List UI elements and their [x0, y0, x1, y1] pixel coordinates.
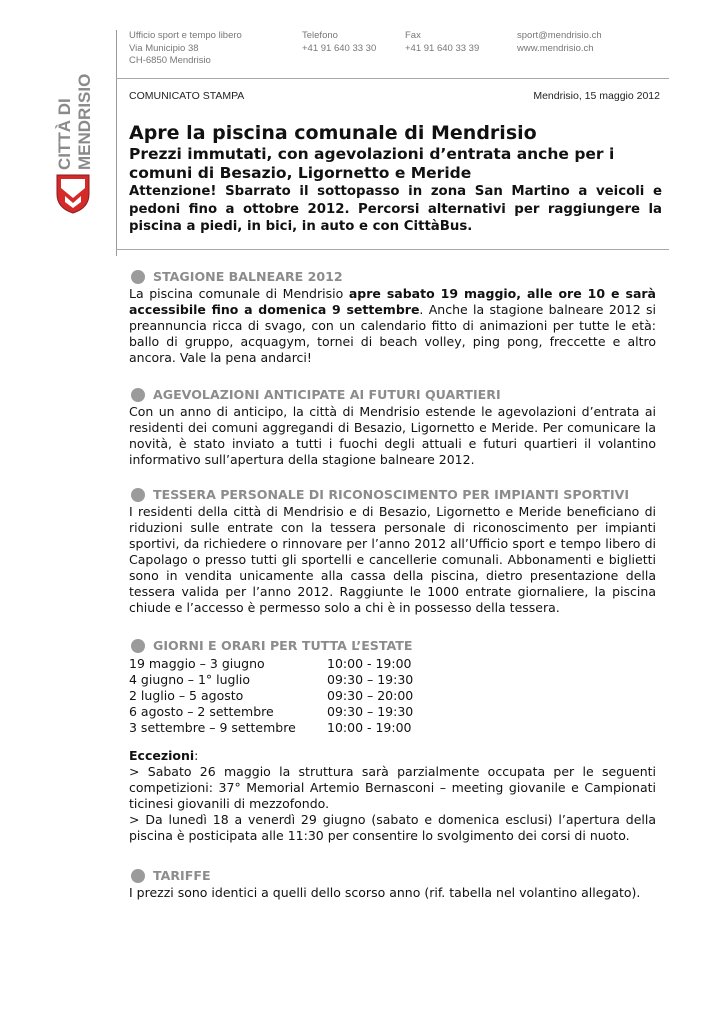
logo-line2: MENDRISIO [75, 73, 94, 170]
press-date: Mendrisio, 15 maggio 2012 [533, 90, 660, 102]
section-body: I residenti della città di Mendrisio e di Besazio, Ligornetto e Meride beneficiano di riduzioni sulle entrate con la tessera personale di riconoscimento per impianti sportivi, da richiedere o rinnovare per l’anno 2012 all’Ufficio sport e tempo libero di Capolago o presso tutti gli sportelli e cancellerie comunali. Abbonamenti e biglietti sono in vendita unicamente alla cassa della piscina, dietro presentazione della tessera valida per l’anno 2012. Raggiunte le 1000 entrate giornaliere, la piscina chiude e l’accesso è permesso solo a chi è in possesso della tessera. [129, 504, 656, 615]
time: 10:00 - 19:00 [327, 656, 412, 671]
city-logo [52, 66, 96, 216]
contact-block [517, 30, 602, 55]
period: 6 agosto – 2 settembre [129, 704, 274, 719]
coat-of-arms-icon [56, 174, 90, 214]
bullet-icon [131, 488, 145, 502]
headline-block [129, 122, 662, 236]
time: 09:30 – 20:00 [327, 688, 414, 703]
header-rule [116, 78, 669, 79]
exceptions-title: Eccezioni [129, 748, 195, 763]
office-address [129, 30, 242, 68]
section-title-text: STAGIONE BALNEARE 2012 [153, 269, 343, 284]
section-body: Con un anno di anticipo, la città di Mendrisio estende le agevolazioni d’entrata ai residenti dei comuni aggregandi di Besazio, Ligornetto e Meride. Per comunicare la novità, è stato inviato a tutti i fuochi degli attuali e futuri quartieri il volantino informativo sull’apertura della stagione balneare 2012. [129, 404, 656, 467]
phone-block [302, 30, 376, 55]
exceptions-heading [129, 748, 656, 764]
bullet-icon [131, 869, 145, 883]
section-agevolazioni [129, 386, 656, 468]
office-city: CH-6850 Mendrisio [129, 55, 211, 66]
period: 19 maggio – 3 giugno [129, 656, 265, 671]
section-tessera [129, 486, 656, 616]
section-title-text: AGEVOLAZIONI ANTICIPATE AI FUTURI QUARTIERI [153, 387, 501, 402]
section-title-text: TARIFFE [153, 868, 211, 883]
time: 09:30 – 19:30 [327, 672, 414, 687]
section-body: I prezzi sono identici a quelli dello scorso anno (rif. tabella nel volantino allegato). [129, 885, 641, 900]
section-body [129, 286, 656, 366]
email-link[interactable]: sport@mendrisio.ch [517, 30, 602, 41]
exception-item: > Da lunedì 18 a venerdì 29 giugno (sabato e domenica esclusi) l’apertura della piscina è posticipata alle 11:30 per consentire lo svolgimento dei corsi di nuoto. [129, 812, 656, 843]
page-subtitle: Prezzi immutati, con agevolazioni d’entrata anche per i comuni di Besazio, Ligornetto e Meride [129, 145, 615, 182]
fax-block [405, 30, 479, 55]
logo-wordmark [52, 66, 92, 170]
page-title: Apre la piscina comunale di Mendrisio [129, 122, 537, 144]
section-title-text: TESSERA PERSONALE DI RICONOSCIMENTO PER IMPIANTI SPORTIVI [153, 487, 630, 502]
section-title [129, 486, 656, 504]
phone-label: Telefono [302, 30, 338, 41]
time: 09:30 – 19:30 [327, 704, 414, 719]
hours-row [129, 720, 656, 736]
fax-number: +41 91 640 33 39 [405, 42, 480, 54]
phone-number: +41 91 640 33 30 [302, 42, 377, 54]
period: 4 giugno – 1° luglio [129, 672, 251, 687]
period: 2 luglio – 5 agosto [129, 688, 244, 703]
vertical-divider [116, 30, 117, 256]
hours-row [129, 688, 656, 704]
bullet-icon [131, 388, 145, 402]
section-title [129, 637, 656, 655]
section-title-text: GIORNI E ORARI PER TUTTA L’ESTATE [153, 638, 413, 653]
exception-item: > Sabato 26 maggio la struttura sarà parzialmente occupata per le seguenti competizioni: 37° Memorial Artemio Bernasconi – meeting giovanile e Campionati ticinesi giovanili di mezzofondo. [129, 764, 656, 811]
hours-row [129, 704, 656, 720]
exceptions-colon: : [194, 748, 199, 763]
bullet-icon [131, 270, 145, 284]
body-bold-text: apre sabato 19 maggio, alle ore 10 e sarà accessibile fino a domenica 9 settembre [129, 286, 656, 317]
fax-label: Fax [405, 30, 421, 41]
attention-notice: Attenzione! Sbarrato il sottopasso in zona San Martino a veicoli e pedoni fino a ottobre 2012. Percorsi alternativi per raggiungere la piscina a piedi, in bici, in auto e con CittàBus. [129, 184, 662, 234]
office-name: Ufficio sport e tempo libero [129, 30, 242, 41]
body-text: . Anche la stagione balneare 2012 si preannuncia ricca di svago, con un calendario fitto di animazioni per tutte le età: ballo di gruppo, acquagym, tornei di beach volley, ping pong, freccette e altro ancora. Vale la pena andarci! [129, 302, 656, 365]
section-title [129, 386, 656, 404]
period: 3 settembre – 9 settembre [129, 720, 296, 735]
section-stagione [129, 268, 656, 366]
section-tariffe [129, 867, 656, 901]
hours-row [129, 656, 656, 672]
logo-line1: CITTÀ DI [55, 98, 74, 170]
hours-row [129, 672, 656, 688]
headline-rule [116, 249, 669, 250]
press-label: COMUNICATO STAMPA [129, 90, 245, 102]
hours-table [129, 656, 656, 736]
time: 10:00 - 19:00 [327, 720, 412, 735]
office-street: Via Municipio 38 [129, 42, 199, 54]
section-title [129, 268, 656, 286]
website-link[interactable]: www.mendrisio.ch [517, 42, 594, 54]
bullet-icon [131, 639, 145, 653]
section-orari [129, 637, 656, 844]
body-text: La piscina comunale di Mendrisio [129, 286, 349, 301]
section-title [129, 867, 656, 885]
